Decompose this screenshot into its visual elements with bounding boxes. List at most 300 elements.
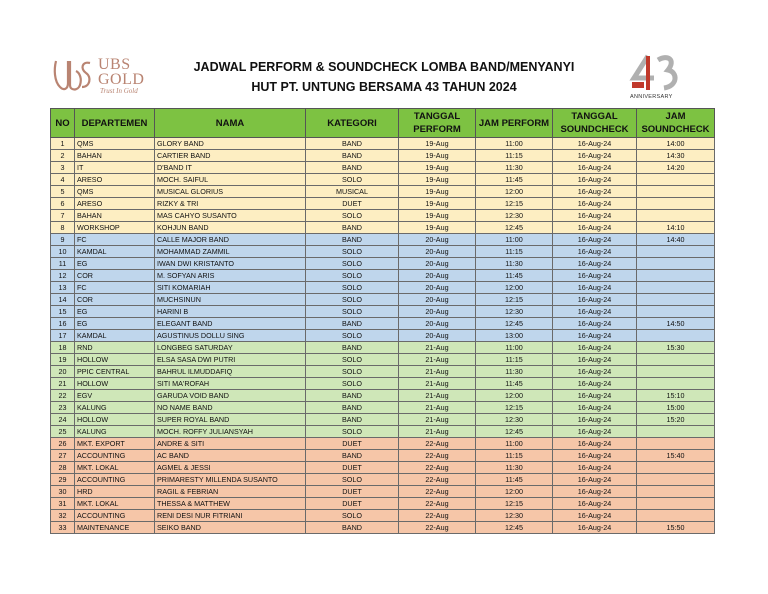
- cell-jam-perform: 12:15: [476, 198, 553, 210]
- cell-kategori: SOLO: [306, 258, 399, 270]
- cell-no: 33: [51, 522, 75, 534]
- cell-jam-perform: 11:15: [476, 246, 553, 258]
- cell-jam-soundcheck: [637, 474, 715, 486]
- table-row: [51, 138, 715, 150]
- cell-kategori: SOLO: [306, 510, 399, 522]
- cell-nama: ELSA SASA DWI PUTRI: [155, 354, 306, 366]
- table-row: [51, 246, 715, 258]
- cell-departemen: EG: [75, 318, 155, 330]
- cell-departemen: EG: [75, 258, 155, 270]
- cell-jam-perform: 12:15: [476, 402, 553, 414]
- cell-kategori: BAND: [306, 150, 399, 162]
- cell-kategori: SOLO: [306, 294, 399, 306]
- cell-kategori: DUET: [306, 498, 399, 510]
- table-row: [51, 366, 715, 378]
- cell-nama: MOCH. SAIFUL: [155, 174, 306, 186]
- cell-tanggal-soundcheck: 16-Aug-24: [553, 270, 637, 282]
- cell-departemen: HOLLOW: [75, 414, 155, 426]
- cell-jam-soundcheck: 14:50: [637, 318, 715, 330]
- cell-tanggal-soundcheck: 16-Aug-24: [553, 210, 637, 222]
- cell-jam-perform: 11:00: [476, 438, 553, 450]
- table-row: [51, 294, 715, 306]
- cell-departemen: IT: [75, 162, 155, 174]
- cell-departemen: HOLLOW: [75, 354, 155, 366]
- cell-departemen: BAHAN: [75, 150, 155, 162]
- cell-jam-soundcheck: 15:50: [637, 522, 715, 534]
- cell-no: 11: [51, 258, 75, 270]
- cell-kategori: BAND: [306, 222, 399, 234]
- table-row: [51, 438, 715, 450]
- cell-tanggal-soundcheck: 16-Aug-24: [553, 462, 637, 474]
- cell-nama: IWAN DWI KRISTANTO: [155, 258, 306, 270]
- cell-tanggal-perform: 22-Aug: [399, 438, 476, 450]
- cell-jam-soundcheck: [637, 426, 715, 438]
- cell-departemen: MKT. LOKAL: [75, 462, 155, 474]
- table-row: [51, 318, 715, 330]
- cell-jam-soundcheck: 15:20: [637, 414, 715, 426]
- cell-departemen: PPIC CENTRAL: [75, 366, 155, 378]
- cell-no: 7: [51, 210, 75, 222]
- cell-jam-perform: 11:30: [476, 162, 553, 174]
- cell-jam-perform: 12:30: [476, 306, 553, 318]
- cell-tanggal-soundcheck: 16-Aug-24: [553, 246, 637, 258]
- cell-kategori: DUET: [306, 438, 399, 450]
- table-row: [51, 186, 715, 198]
- cell-nama: PRIMARESTY MILLENDA SUSANTO: [155, 474, 306, 486]
- cell-nama: KOHJUN BAND: [155, 222, 306, 234]
- cell-nama: RIZKY & TRI: [155, 198, 306, 210]
- cell-departemen: FC: [75, 234, 155, 246]
- cell-tanggal-soundcheck: 16-Aug-24: [553, 318, 637, 330]
- cell-kategori: BAND: [306, 450, 399, 462]
- cell-nama: D'BAND IT: [155, 162, 306, 174]
- cell-nama: RAGIL & FEBRIAN: [155, 486, 306, 498]
- cell-jam-perform: 12:30: [476, 414, 553, 426]
- header-tanggal-perform: TANGGAL PERFORM: [399, 109, 476, 138]
- cell-no: 10: [51, 246, 75, 258]
- table-row: [51, 414, 715, 426]
- cell-tanggal-soundcheck: 16-Aug-24: [553, 330, 637, 342]
- cell-no: 2: [51, 150, 75, 162]
- header-nama: NAMA: [155, 109, 306, 138]
- cell-tanggal-perform: 20-Aug: [399, 294, 476, 306]
- cell-no: 24: [51, 414, 75, 426]
- cell-jam-soundcheck: [637, 498, 715, 510]
- cell-no: 26: [51, 438, 75, 450]
- cell-jam-perform: 12:30: [476, 210, 553, 222]
- cell-kategori: SOLO: [306, 174, 399, 186]
- cell-jam-perform: 12:45: [476, 222, 553, 234]
- header-departemen: DEPARTEMEN: [75, 109, 155, 138]
- cell-kategori: SOLO: [306, 306, 399, 318]
- schedule-table: [50, 108, 715, 534]
- cell-tanggal-soundcheck: 16-Aug-24: [553, 354, 637, 366]
- cell-tanggal-soundcheck: 16-Aug-24: [553, 498, 637, 510]
- cell-nama: AC BAND: [155, 450, 306, 462]
- cell-no: 30: [51, 486, 75, 498]
- cell-no: 19: [51, 354, 75, 366]
- cell-kategori: BAND: [306, 318, 399, 330]
- cell-nama: HARINI B: [155, 306, 306, 318]
- cell-tanggal-perform: 20-Aug: [399, 270, 476, 282]
- cell-departemen: COR: [75, 270, 155, 282]
- cell-no: 31: [51, 498, 75, 510]
- table-row: [51, 330, 715, 342]
- cell-kategori: SOLO: [306, 378, 399, 390]
- cell-tanggal-perform: 22-Aug: [399, 450, 476, 462]
- cell-jam-soundcheck: 15:30: [637, 342, 715, 354]
- table-row: [51, 306, 715, 318]
- cell-jam-soundcheck: [637, 246, 715, 258]
- table-row: [51, 282, 715, 294]
- cell-tanggal-soundcheck: 16-Aug-24: [553, 222, 637, 234]
- cell-nama: MUCHSINUN: [155, 294, 306, 306]
- cell-departemen: HOLLOW: [75, 378, 155, 390]
- table-header-row: [51, 109, 715, 138]
- cell-tanggal-perform: 22-Aug: [399, 486, 476, 498]
- cell-kategori: SOLO: [306, 474, 399, 486]
- cell-no: 28: [51, 462, 75, 474]
- cell-no: 29: [51, 474, 75, 486]
- cell-departemen: ARESO: [75, 198, 155, 210]
- cell-jam-soundcheck: [637, 366, 715, 378]
- header-no: NO: [51, 109, 75, 138]
- cell-tanggal-perform: 20-Aug: [399, 246, 476, 258]
- table-row: [51, 162, 715, 174]
- cell-tanggal-perform: 21-Aug: [399, 390, 476, 402]
- cell-tanggal-soundcheck: 16-Aug-24: [553, 474, 637, 486]
- cell-nama: SUPER ROYAL BAND: [155, 414, 306, 426]
- cell-jam-soundcheck: [637, 258, 715, 270]
- cell-departemen: BAHAN: [75, 210, 155, 222]
- cell-jam-soundcheck: 14:30: [637, 150, 715, 162]
- cell-kategori: SOLO: [306, 366, 399, 378]
- table-row: [51, 210, 715, 222]
- cell-jam-perform: 11:00: [476, 138, 553, 150]
- cell-jam-soundcheck: [637, 210, 715, 222]
- cell-nama: AGMEL & JESSI: [155, 462, 306, 474]
- cell-departemen: EGV: [75, 390, 155, 402]
- cell-no: 13: [51, 282, 75, 294]
- cell-departemen: KAMDAL: [75, 330, 155, 342]
- cell-tanggal-perform: 22-Aug: [399, 522, 476, 534]
- cell-nama: ANDRE & SITI: [155, 438, 306, 450]
- cell-departemen: KAMDAL: [75, 246, 155, 258]
- cell-departemen: MKT. EXPORT: [75, 438, 155, 450]
- cell-jam-soundcheck: [637, 354, 715, 366]
- cell-jam-perform: 12:00: [476, 390, 553, 402]
- cell-jam-soundcheck: [637, 270, 715, 282]
- cell-nama: MOHAMMAD ZAMMIL: [155, 246, 306, 258]
- table-row: [51, 354, 715, 366]
- cell-tanggal-soundcheck: 16-Aug-24: [553, 282, 637, 294]
- cell-departemen: MAINTENANCE: [75, 522, 155, 534]
- cell-tanggal-perform: 19-Aug: [399, 162, 476, 174]
- cell-jam-soundcheck: 14:20: [637, 162, 715, 174]
- cell-nama: RENI DESI NUR FITRIANI: [155, 510, 306, 522]
- cell-nama: THESSA & MATTHEW: [155, 498, 306, 510]
- cell-jam-soundcheck: 15:10: [637, 390, 715, 402]
- cell-jam-perform: 11:15: [476, 150, 553, 162]
- table-row: [51, 426, 715, 438]
- cell-tanggal-soundcheck: 16-Aug-24: [553, 390, 637, 402]
- table-row: [51, 258, 715, 270]
- cell-departemen: KALUNG: [75, 402, 155, 414]
- cell-tanggal-perform: 20-Aug: [399, 282, 476, 294]
- cell-tanggal-soundcheck: 16-Aug-24: [553, 234, 637, 246]
- cell-no: 25: [51, 426, 75, 438]
- cell-tanggal-soundcheck: 16-Aug-24: [553, 378, 637, 390]
- cell-jam-perform: 12:00: [476, 486, 553, 498]
- cell-tanggal-perform: 20-Aug: [399, 330, 476, 342]
- cell-jam-perform: 11:30: [476, 462, 553, 474]
- cell-nama: MUSICAL GLORIUS: [155, 186, 306, 198]
- cell-no: 20: [51, 366, 75, 378]
- cell-tanggal-perform: 21-Aug: [399, 366, 476, 378]
- cell-jam-perform: 12:45: [476, 426, 553, 438]
- table-row: [51, 486, 715, 498]
- cell-tanggal-perform: 19-Aug: [399, 198, 476, 210]
- cell-nama: SITI MA'ROFAH: [155, 378, 306, 390]
- cell-nama: SEIKO BAND: [155, 522, 306, 534]
- cell-jam-soundcheck: [637, 282, 715, 294]
- cell-kategori: BAND: [306, 402, 399, 414]
- table-row: [51, 474, 715, 486]
- table-row: [51, 450, 715, 462]
- cell-kategori: BAND: [306, 234, 399, 246]
- cell-nama: LONGBEG SATURDAY: [155, 342, 306, 354]
- cell-jam-perform: 11:15: [476, 354, 553, 366]
- cell-tanggal-soundcheck: 16-Aug-24: [553, 174, 637, 186]
- cell-no: 3: [51, 162, 75, 174]
- cell-kategori: BAND: [306, 522, 399, 534]
- cell-kategori: SOLO: [306, 210, 399, 222]
- cell-tanggal-perform: 20-Aug: [399, 306, 476, 318]
- cell-jam-perform: 11:45: [476, 474, 553, 486]
- cell-jam-perform: 11:00: [476, 342, 553, 354]
- cell-tanggal-soundcheck: 16-Aug-24: [553, 162, 637, 174]
- brand-tagline: Trust In Gold: [100, 87, 138, 95]
- cell-jam-soundcheck: [637, 438, 715, 450]
- header-jam-perform: JAM PERFORM: [476, 109, 553, 138]
- cell-no: 8: [51, 222, 75, 234]
- cell-departemen: ACCOUNTING: [75, 450, 155, 462]
- cell-nama: MAS CAHYO SUSANTO: [155, 210, 306, 222]
- cell-tanggal-perform: 19-Aug: [399, 210, 476, 222]
- cell-kategori: SOLO: [306, 270, 399, 282]
- cell-kategori: DUET: [306, 198, 399, 210]
- cell-departemen: ACCOUNTING: [75, 474, 155, 486]
- cell-nama: GARUDA VOID BAND: [155, 390, 306, 402]
- cell-tanggal-perform: 19-Aug: [399, 174, 476, 186]
- anniversary-caption: ANNIVERSARY: [630, 94, 673, 100]
- cell-no: 21: [51, 378, 75, 390]
- cell-tanggal-soundcheck: 16-Aug-24: [553, 150, 637, 162]
- cell-jam-soundcheck: [637, 174, 715, 186]
- cell-nama: ELEGANT BAND: [155, 318, 306, 330]
- cell-tanggal-perform: 21-Aug: [399, 426, 476, 438]
- cell-tanggal-perform: 19-Aug: [399, 150, 476, 162]
- anniversary-logo: [628, 52, 698, 102]
- cell-kategori: SOLO: [306, 330, 399, 342]
- cell-tanggal-soundcheck: 16-Aug-24: [553, 510, 637, 522]
- cell-tanggal-perform: 19-Aug: [399, 222, 476, 234]
- cell-departemen: WORKSHOP: [75, 222, 155, 234]
- cell-departemen: ACCOUNTING: [75, 510, 155, 522]
- cell-no: 1: [51, 138, 75, 150]
- cell-jam-perform: 11:00: [476, 234, 553, 246]
- cell-no: 9: [51, 234, 75, 246]
- table-row: [51, 378, 715, 390]
- table-row: [51, 342, 715, 354]
- cell-tanggal-soundcheck: 16-Aug-24: [553, 186, 637, 198]
- cell-departemen: COR: [75, 294, 155, 306]
- header-tanggal-soundcheck: TANGGAL SOUNDCHECK: [553, 109, 637, 138]
- page-title: JADWAL PERFORM & SOUNDCHECK LOMBA BAND/MENYANYI: [193, 60, 575, 74]
- cell-no: 12: [51, 270, 75, 282]
- cell-tanggal-perform: 22-Aug: [399, 462, 476, 474]
- cell-kategori: SOLO: [306, 426, 399, 438]
- table-row: [51, 498, 715, 510]
- cell-kategori: DUET: [306, 462, 399, 474]
- cell-tanggal-perform: 19-Aug: [399, 138, 476, 150]
- cell-jam-soundcheck: 15:00: [637, 402, 715, 414]
- cell-tanggal-perform: 20-Aug: [399, 234, 476, 246]
- cell-departemen: MKT. LOKAL: [75, 498, 155, 510]
- cell-jam-soundcheck: 14:00: [637, 138, 715, 150]
- cell-no: 27: [51, 450, 75, 462]
- cell-tanggal-soundcheck: 16-Aug-24: [553, 426, 637, 438]
- cell-tanggal-perform: 22-Aug: [399, 498, 476, 510]
- cell-jam-perform: 11:45: [476, 174, 553, 186]
- cell-departemen: QMS: [75, 138, 155, 150]
- cell-no: 18: [51, 342, 75, 354]
- cell-tanggal-soundcheck: 16-Aug-24: [553, 258, 637, 270]
- cell-jam-soundcheck: [637, 294, 715, 306]
- table-row: [51, 198, 715, 210]
- cell-no: 15: [51, 306, 75, 318]
- cell-tanggal-soundcheck: 16-Aug-24: [553, 450, 637, 462]
- table-row: [51, 402, 715, 414]
- table-row: [51, 150, 715, 162]
- cell-jam-perform: 12:30: [476, 510, 553, 522]
- cell-jam-soundcheck: [637, 462, 715, 474]
- page-subtitle: HUT PT. UNTUNG BERSAMA 43 TAHUN 2024: [251, 80, 517, 94]
- table-row: [51, 510, 715, 522]
- table-row: [51, 462, 715, 474]
- cell-tanggal-soundcheck: 16-Aug-24: [553, 294, 637, 306]
- cell-departemen: RND: [75, 342, 155, 354]
- cell-jam-perform: 11:30: [476, 258, 553, 270]
- cell-tanggal-soundcheck: 16-Aug-24: [553, 306, 637, 318]
- cell-tanggal-soundcheck: 16-Aug-24: [553, 486, 637, 498]
- cell-jam-soundcheck: [637, 330, 715, 342]
- cell-kategori: BAND: [306, 342, 399, 354]
- table-row: [51, 270, 715, 282]
- cell-no: 32: [51, 510, 75, 522]
- cell-kategori: BAND: [306, 162, 399, 174]
- cell-tanggal-perform: 20-Aug: [399, 258, 476, 270]
- cell-jam-perform: 12:00: [476, 186, 553, 198]
- cell-tanggal-perform: 21-Aug: [399, 414, 476, 426]
- cell-jam-perform: 11:45: [476, 270, 553, 282]
- cell-no: 6: [51, 198, 75, 210]
- cell-jam-perform: 12:15: [476, 294, 553, 306]
- cell-kategori: SOLO: [306, 354, 399, 366]
- cell-departemen: ARESO: [75, 174, 155, 186]
- cell-tanggal-perform: 21-Aug: [399, 402, 476, 414]
- cell-no: 4: [51, 174, 75, 186]
- cell-departemen: QMS: [75, 186, 155, 198]
- cell-kategori: BAND: [306, 390, 399, 402]
- table-row: [51, 390, 715, 402]
- cell-no: 14: [51, 294, 75, 306]
- cell-nama: CARTIER BAND: [155, 150, 306, 162]
- cell-no: 22: [51, 390, 75, 402]
- cell-no: 16: [51, 318, 75, 330]
- cell-jam-perform: 11:30: [476, 366, 553, 378]
- cell-jam-soundcheck: [637, 510, 715, 522]
- cell-kategori: SOLO: [306, 246, 399, 258]
- cell-departemen: HRD: [75, 486, 155, 498]
- cell-nama: AGUSTINUS DOLLU SING: [155, 330, 306, 342]
- cell-jam-soundcheck: [637, 198, 715, 210]
- cell-tanggal-perform: 20-Aug: [399, 318, 476, 330]
- cell-nama: GLORY BAND: [155, 138, 306, 150]
- cell-nama: CALLE MAJOR BAND: [155, 234, 306, 246]
- cell-jam-perform: 12:45: [476, 318, 553, 330]
- cell-tanggal-soundcheck: 16-Aug-24: [553, 438, 637, 450]
- cell-tanggal-soundcheck: 16-Aug-24: [553, 138, 637, 150]
- cell-tanggal-perform: 21-Aug: [399, 354, 476, 366]
- cell-tanggal-soundcheck: 16-Aug-24: [553, 402, 637, 414]
- cell-nama: NO NAME BAND: [155, 402, 306, 414]
- cell-jam-perform: 12:00: [476, 282, 553, 294]
- cell-tanggal-perform: 22-Aug: [399, 474, 476, 486]
- cell-tanggal-soundcheck: 16-Aug-24: [553, 366, 637, 378]
- cell-jam-perform: 12:45: [476, 522, 553, 534]
- header-jam-soundcheck: JAM SOUNDCHECK: [637, 109, 715, 138]
- cell-jam-soundcheck: 15:40: [637, 450, 715, 462]
- cell-departemen: EG: [75, 306, 155, 318]
- cell-departemen: FC: [75, 282, 155, 294]
- cell-jam-perform: 12:15: [476, 498, 553, 510]
- cell-no: 5: [51, 186, 75, 198]
- cell-nama: MOCH. ROFFY JULIANSYAH: [155, 426, 306, 438]
- cell-no: 23: [51, 402, 75, 414]
- cell-tanggal-perform: 21-Aug: [399, 342, 476, 354]
- cell-kategori: DUET: [306, 486, 399, 498]
- cell-tanggal-perform: 22-Aug: [399, 510, 476, 522]
- table-row: [51, 222, 715, 234]
- cell-jam-perform: 11:15: [476, 450, 553, 462]
- brand-line-gold: GOLD: [98, 71, 145, 88]
- brand-line-ubs: UBS: [98, 56, 131, 73]
- cell-jam-soundcheck: 14:10: [637, 222, 715, 234]
- cell-kategori: SOLO: [306, 282, 399, 294]
- cell-departemen: KALUNG: [75, 426, 155, 438]
- cell-jam-perform: 11:45: [476, 378, 553, 390]
- header-kategori: KATEGORI: [306, 109, 399, 138]
- cell-tanggal-perform: 19-Aug: [399, 186, 476, 198]
- cell-tanggal-soundcheck: 16-Aug-24: [553, 522, 637, 534]
- cell-tanggal-soundcheck: 16-Aug-24: [553, 198, 637, 210]
- cell-jam-soundcheck: [637, 486, 715, 498]
- cell-nama: BAHRUL ILMUDDAFIQ: [155, 366, 306, 378]
- cell-nama: M. SOFYAN ARIS: [155, 270, 306, 282]
- cell-kategori: BAND: [306, 414, 399, 426]
- cell-jam-soundcheck: [637, 378, 715, 390]
